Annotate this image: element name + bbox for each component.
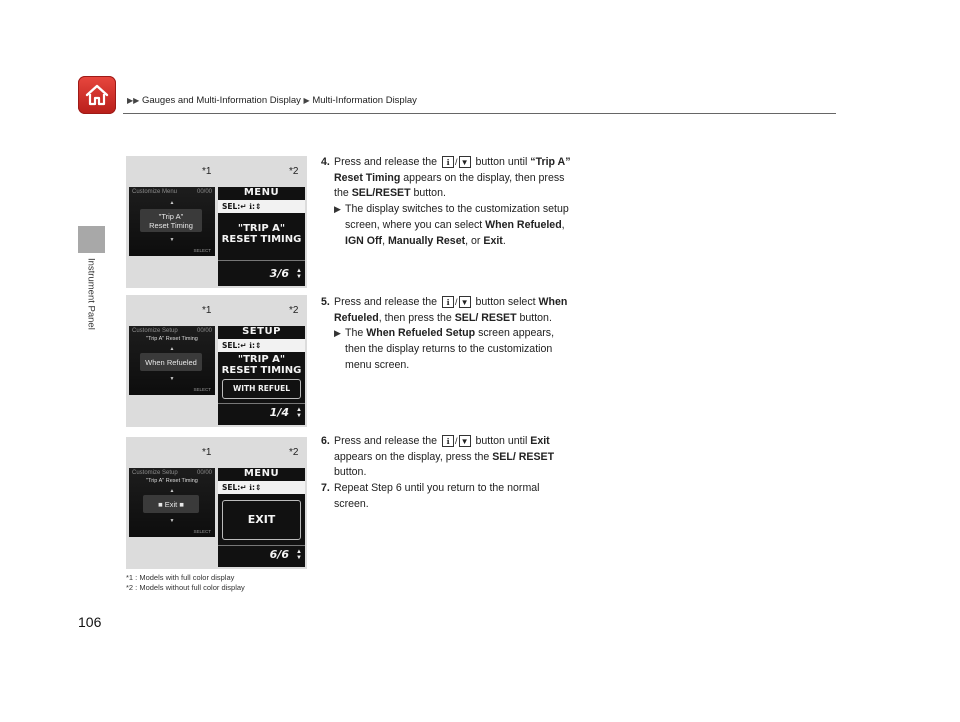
figure-tag-color: *1: [202, 447, 212, 458]
step-text: appears on the display, press the: [334, 450, 490, 463]
arrow-down-icon: ▼: [169, 237, 175, 243]
arrow-up-icon: ▲: [169, 346, 175, 352]
arrow-up-icon: ▲: [169, 200, 175, 206]
section-tab-marker: [78, 226, 105, 253]
step-text: Press and release the: [334, 435, 438, 447]
mono-display-divider: [218, 403, 305, 404]
step-text: appears on the display, then press the: [334, 171, 565, 200]
footnotes: [126, 573, 245, 592]
color-display-selected-item: "Trip A" Reset Timing: [140, 209, 202, 232]
breadcrumb-link-gauges[interactable]: Gauges and Multi-Information Display: [141, 95, 301, 106]
color-display: [129, 326, 215, 395]
color-display: [129, 468, 215, 537]
color-display-code: 00/00: [196, 189, 212, 195]
step-text: , then press the: [378, 311, 452, 324]
mono-display-title: SETUP: [242, 326, 281, 337]
figure-trip-a-menu: [126, 156, 307, 288]
figure-when-refueled: [126, 295, 307, 427]
mono-display-option-box: WITH REFUEL: [222, 379, 301, 399]
figure-tag-color: *1: [202, 305, 212, 316]
down-arrow-icon: ▼: [459, 296, 471, 308]
step-text: button until: [475, 435, 528, 447]
note-highlight: Manually Reset: [387, 234, 466, 247]
step-note: [334, 202, 571, 249]
info-down-button: ℹ / ▼: [442, 296, 471, 308]
breadcrumb-link-multi-info[interactable]: Multi-Information Display: [312, 95, 417, 106]
section-label-text: Instrument Panel: [85, 258, 97, 330]
mono-display-sel-row: SEL:↵ ℹ:⇕: [218, 339, 305, 352]
step-4: [321, 155, 571, 249]
note-text: ,: [561, 218, 565, 231]
mono-display-item: "TRIP A" RESET TIMING: [221, 223, 302, 245]
note-text: The: [345, 327, 364, 340]
mono-display-divider: [218, 260, 305, 261]
step-text: Repeat Step 6 until you return to the normal screen.: [334, 482, 540, 510]
note-arrow-icon: ▶: [334, 204, 341, 215]
step-text: Press and release the: [334, 296, 438, 308]
step-highlight: SEL/RESET: [351, 187, 411, 200]
section-label: [76, 258, 106, 338]
step-7: [321, 481, 571, 512]
up-down-icon: ▲ ▼: [296, 549, 302, 561]
step-highlight: SEL/ RESET: [492, 450, 555, 463]
color-display-select-hint: SELECT: [193, 387, 211, 392]
header-divider: [123, 113, 836, 114]
step-number: 6.: [321, 435, 330, 447]
step-text: Press and release the: [334, 156, 438, 168]
mono-display: [218, 468, 305, 567]
mono-display: [218, 187, 305, 286]
mono-display: [218, 326, 305, 425]
color-display-title: Customize Setup: [132, 470, 178, 476]
color-display-subtitle: "Trip A" Reset Timing: [146, 478, 198, 484]
color-display-title: Customize Setup: [132, 328, 178, 334]
step-number: 5.: [321, 296, 330, 308]
note-text: ,: [382, 234, 386, 247]
note-highlight: IGN Off: [345, 234, 383, 247]
step-5: [321, 295, 571, 374]
step-6: [321, 434, 571, 481]
down-arrow-icon: ▼: [459, 435, 471, 447]
mono-display-item: "TRIP A" RESET TIMING: [221, 354, 302, 376]
up-down-icon: ▲ ▼: [296, 407, 302, 419]
note-highlight: When Refueled Setup: [366, 327, 476, 340]
info-down-button: ℹ / ▼: [442, 435, 471, 447]
step-highlight: When Refueled: [334, 296, 568, 324]
color-display-select-hint: SELECT: [193, 248, 211, 253]
figure-tag-mono: *2: [289, 166, 299, 177]
mono-display-counter: 6/6: [269, 548, 289, 561]
note-text: , or: [465, 234, 481, 247]
step-highlight: SEL/ RESET: [454, 311, 517, 324]
info-icon: ℹ: [442, 296, 454, 308]
mono-display-divider: [218, 545, 305, 546]
arrow-down-icon: ▼: [169, 376, 175, 382]
arrow-down-icon: ▼: [169, 518, 175, 524]
home-button[interactable]: [78, 76, 116, 114]
color-display-selected-item: When Refueled: [140, 353, 202, 371]
color-display-code: 00/00: [196, 470, 212, 476]
note-text: The display switches to the customization setup screen, where you can select: [345, 203, 569, 231]
mono-display-counter: 3/6: [269, 267, 289, 280]
info-icon: ℹ: [442, 156, 454, 168]
figure-exit: [126, 437, 307, 569]
step-number: 4.: [321, 156, 330, 168]
down-arrow-icon: ▼: [459, 156, 471, 168]
color-display-header: [132, 328, 212, 334]
figure-tag-color: *1: [202, 166, 212, 177]
breadcrumb-arrow-icon: ▶▶: [127, 96, 140, 105]
info-down-button: ℹ / ▼: [442, 156, 471, 168]
color-display-title: Customize Menu: [132, 189, 178, 195]
footnote-color: *1 : Models with full color display: [126, 573, 235, 582]
mono-display-title: MENU: [243, 468, 280, 479]
step-highlight: “Trip A” Reset Timing: [334, 156, 571, 184]
footnote-mono: *2 : Models without full color display: [126, 582, 245, 592]
step-text: button.: [334, 466, 367, 479]
mono-display-counter: 1/4: [269, 406, 289, 419]
figure-tag-mono: *2: [289, 447, 299, 458]
note-highlight: When Refueled: [485, 218, 562, 231]
note-text: .: [502, 234, 506, 247]
color-display-code: 00/00: [196, 328, 212, 334]
color-display-select-hint: SELECT: [193, 529, 211, 534]
color-display-header: [132, 189, 212, 195]
note-highlight: Exit: [483, 234, 503, 247]
step-text: button until: [475, 156, 528, 168]
mono-display-option-box: EXIT: [222, 500, 301, 540]
step-note: [334, 326, 571, 373]
step-text: button.: [519, 311, 552, 324]
step-text: button.: [413, 187, 446, 200]
breadcrumb: [127, 95, 417, 106]
step-highlight: Exit: [530, 435, 550, 447]
mono-display-sel-row: SEL:↵ ℹ:⇕: [218, 481, 305, 494]
info-icon: ℹ: [442, 435, 454, 447]
step-number: 7.: [321, 482, 330, 494]
arrow-up-icon: ▲: [169, 488, 175, 494]
mono-display-title: MENU: [243, 187, 280, 198]
breadcrumb-arrow-icon: ▶: [303, 96, 310, 105]
color-display: [129, 187, 215, 256]
color-display-selected-item: ■ Exit ■: [143, 495, 199, 513]
figure-tag-mono: *2: [289, 305, 299, 316]
note-arrow-icon: ▶: [334, 328, 341, 339]
step-text: button select: [475, 296, 536, 308]
note-text: screen appears, then the display returns to the customization menu screen.: [345, 327, 555, 371]
page-number: 106: [78, 614, 102, 630]
mono-display-sel-row: SEL:↵ ℹ:⇕: [218, 200, 305, 213]
home-icon: [83, 81, 111, 109]
color-display-subtitle: "Trip A" Reset Timing: [146, 336, 198, 342]
color-display-header: [132, 470, 212, 476]
up-down-icon: ▲ ▼: [296, 268, 302, 280]
